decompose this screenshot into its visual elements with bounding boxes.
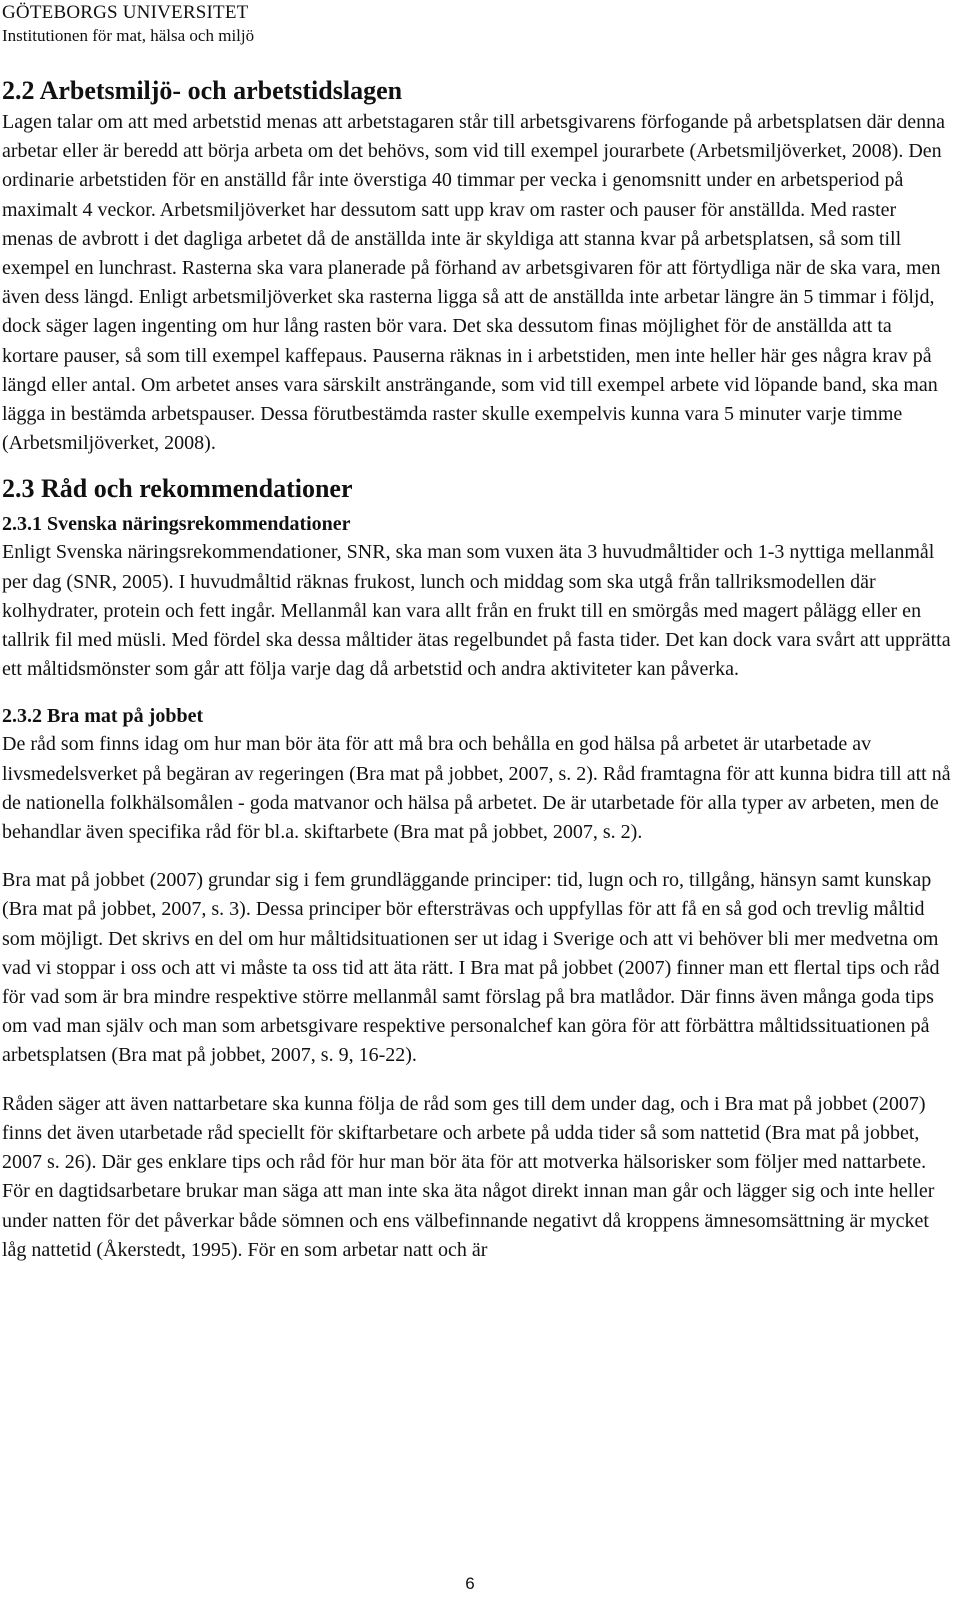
subsection-2-3-2-paragraph-1: De råd som finns idag om hur man bör äta för att må bra och behålla en god hälsa på arbetet är utarbetade av livsmedelsverket på begäran av regeringen (Bra mat på jobbet, 2007, s. 2). Råd framtagna för att kunna bidra till att nå de nationella folkhälsomålen - goda matvanor och hälsa på arbetet. De är utarbetade för alla typer av arbeten, men de behandlar även specifika råd för bl.a. skiftarbete (Bra mat på jobbet, 2007, s. 2). (2, 733, 951, 844)
section-heading-2-2: 2.2 Arbetsmiljö- och arbetstidslagen (2, 76, 403, 105)
subsection-heading-2-3-1: 2.3.1 Svenska näringsrekommendationer (2, 513, 351, 536)
subsection-2-3-2-paragraph-2: Bra mat på jobbet (2007) grundar sig i fem grundläggande principer: tid, lugn och ro, tillgång, hänsyn samt kunskap (Bra mat på jobbet, 2007, s. 3). Dessa principer bör eftersträvas och uppfyllas för att få en så god och trevlig måltid som möjligt. Det skrivs en del om hur måltidsituationen ser ut idag i Sverige och att vi behöver bli mer medvetna om vad vi stoppar i oss och att vi måste ta oss tid att äta rätt. I Bra mat på jobbet (2007) finner man ett flertal tips och råd för vad som är bra mindre respektive större mellanmål samt förslag på bra matlådor. Där finns även många goda tips om vad man själv och man som arbetsgivare respektive personalchef kan göra för att förbättra måltidssituationen på arbetsplatsen (Bra mat på jobbet, 2007, s. 9, 16-22). (2, 869, 940, 1067)
subsection-2-3-2-paragraph-3: Råden säger att även nattarbetare ska kunna följa de råd som ges till dem under dag, och i Bra mat på jobbet (2007) finns det även utarbetade råd speciellt för skiftarbetare och arbete på udda tider så som nattetid (Bra mat på jobbet, 2007 s. 26). Där ges enklare tips och råd för hur man bör äta för att motverka hälsorisker som följer med nattarbete. För en dagtidsarbetare brukar man säga att man inte ska äta något direkt innan man går och lägger sig och inte heller under natten för det påverkar både sömnen och ens välbefinnande negativt då kroppens ämnesomsättning är mycket låg nattetid (Åkerstedt, 1995). För en som arbetar natt och är (2, 1092, 935, 1261)
institution-name: Institutionen för mat, hälsa och miljö (2, 26, 255, 45)
subsection-heading-2-3-2: 2.3.2 Bra mat på jobbet (2, 705, 204, 728)
document-body (2, 74, 952, 1265)
section-2-2-paragraph: Lagen talar om att med arbetstid menas att arbetstagaren står till arbetsgivarens förfogande på arbetsplatsen där denna arbetar eller är beredd att börja arbeta om det behövs, som vid till exempel jourarbete (Arbetsmiljöverket, 2008). Den ordinarie arbetstiden för en anställd får inte överstiga 40 timmar per vecka i genomsnitt under en arbetsperiod på maximalt 4 veckor. Arbetsmiljöverket har dessutom satt upp krav om raster och pauser för anställda. Med raster menas de avbrott i det dagliga arbetet då de anställda inte är skyldiga att stanna kvar på arbetsplatsen, så som till exempel en lunchrast. Rasterna ska vara planerade på förhand av arbetsgivaren för att förtydliga när de ska vara, men även dess längd. Enligt arbetsmiljöverket ska rasterna ligga så att de anställda inte arbetar längre än 5 timmar i följd, dock säger lagen ingenting om hur lång rasten bör vara. Det ska dessutom finas möjlighet för de anställda att ta kortare pauser, så som till exempel kaffepaus. Pauserna räknas in i arbetstiden, men inte heller här ges några krav på längd eller antal. Om arbetet anses vara särskilt ansträngande, som vid till exempel arbete vid löpande band, ska man lägga in bestämda arbetspauser. Dessa förutbestämda raster skulle exempelvis kunna vara 5 minuter varje timme (Arbetsmiljöverket, 2008). (2, 111, 945, 455)
page-number: 6 (465, 1574, 475, 1593)
university-name: GÖTEBORGS UNIVERSITET (2, 2, 249, 23)
section-heading-2-3: 2.3 Råd och rekommendationer (2, 474, 353, 504)
subsection-2-3-1-paragraph: Enligt Svenska näringsrekommendationer, SNR, ska man som vuxen äta 3 huvudmåltider och 1-3 nyttiga mellanmål per dag (SNR, 2005). I huvudmåltid räknas frukost, lunch och middag som ska utgå från tallriksmodellen där kolhydrater, protein och fett ingår. Mellanmål kan vara allt från en frukt till en smörgås med magert pålägg eller en tallrik fil med müsli. Med fördel ska dessa måltider ätas regelbundet på fasta tider. Det kan dock vara svårt att upprätta ett måltidsmönster som går att följa varje dag då arbetstid och andra aktiviteter kan påverka. (2, 541, 951, 681)
page-header (2, 2, 254, 47)
